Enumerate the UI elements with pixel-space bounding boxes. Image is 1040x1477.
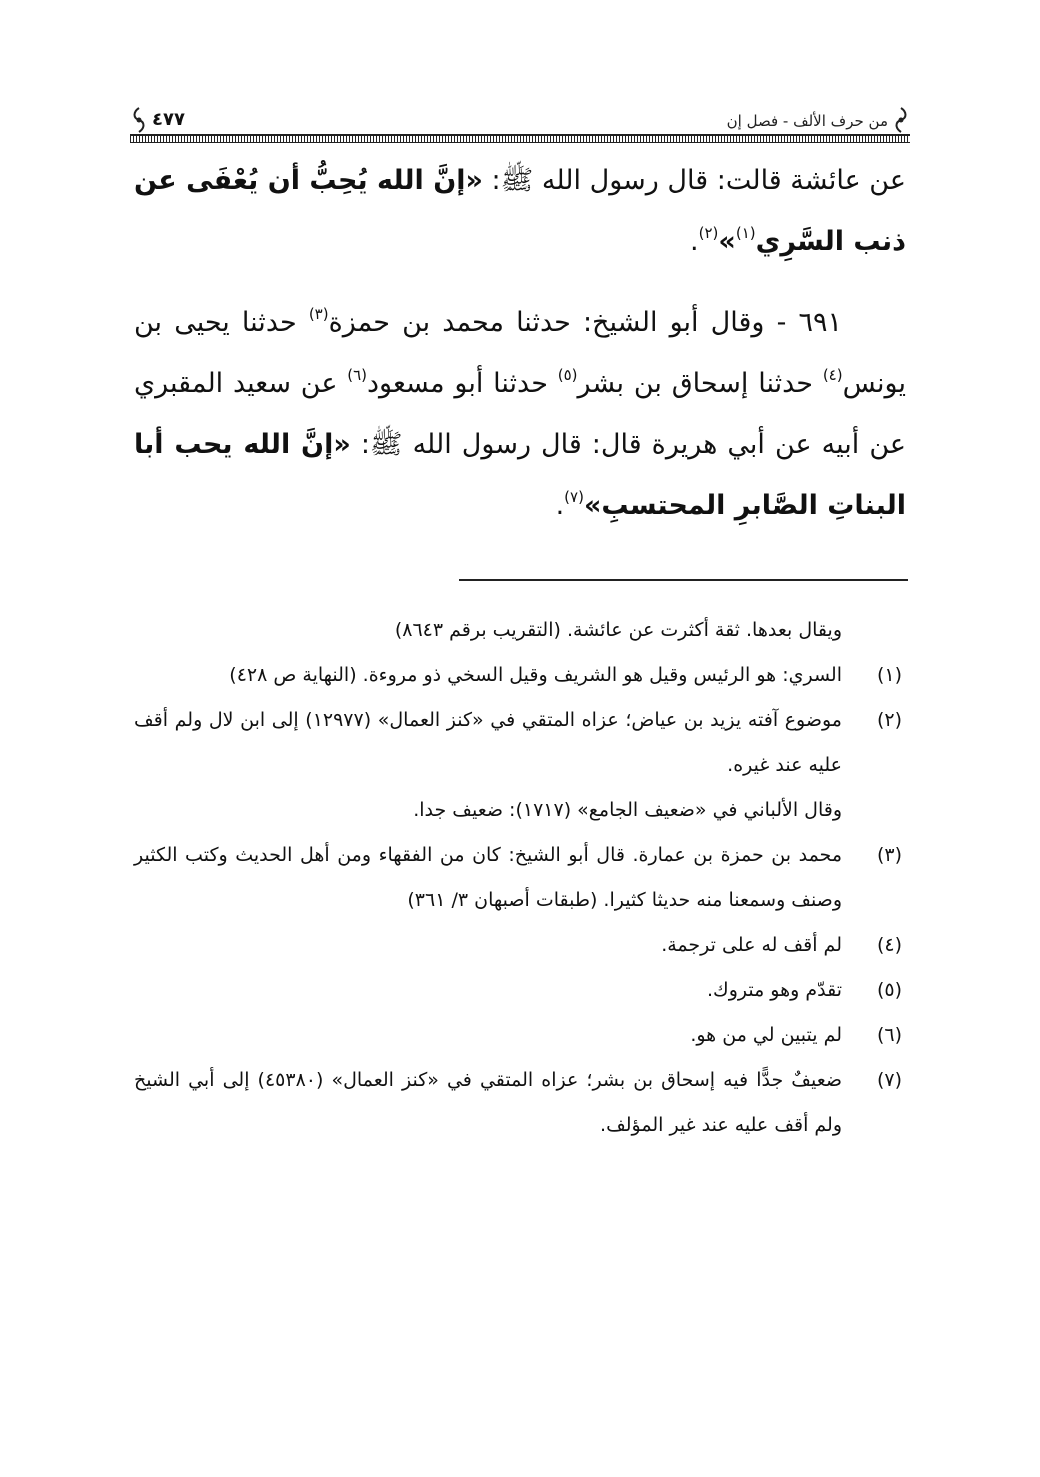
footnote-number: (٢) — [876, 709, 902, 731]
footnote-text: محمد بن حمزة بن عمارة. قال أبو الشيخ: كان من الفقهاء ومن أهل الحديث وكتب الكثير وصنف وسمعنا منه حديثا كثيرا. (طبقات أصبهان ٣/ ٣٦١) — [134, 844, 842, 911]
paragraph: عن عائشة قالت: قال رسول الله ﷺ: «إنَّ الله يُحِبُّ أن يُعْفَى عن ذنب السَّرِي$^{(١)}$»$^{(٢)}$. — [134, 165, 906, 257]
footnote-separator — [459, 579, 908, 581]
running-header — [130, 104, 910, 138]
footnote-text: موضوع آفته يزيد بن عياض؛ عزاه المتقي في «كنز العمال» (١٢٩٧٧) إلى ابن لال ولم أقف عليه عند غيره. — [134, 709, 842, 776]
footnote-1 — [134, 653, 906, 698]
footnote-number: (٣) — [876, 844, 902, 866]
footnote-4 — [134, 923, 906, 968]
header-title: من حرف الألف - فصل إن — [726, 112, 888, 130]
footnote-ref: (٢) — [698, 224, 719, 242]
header-rule — [130, 134, 910, 143]
footnote-number: (٧) — [876, 1069, 902, 1091]
footnote-2 — [134, 698, 906, 788]
footnote-number: (١) — [876, 664, 902, 686]
ornament-icon — [130, 106, 148, 134]
footnote-text: لم يتبين لي من هو. — [690, 1024, 842, 1046]
footnote-2-extra: وقال الألباني في «ضعيف الجامع» (١٧١٧): ضعيف جدا. — [413, 799, 842, 821]
footnote-6 — [134, 1013, 906, 1058]
footnote-7 — [134, 1058, 906, 1148]
footnote-text: لم أقف له على ترجمة. — [661, 934, 842, 956]
footnote-ref: (٦) — [347, 366, 368, 384]
footnote-ref: (٧) — [564, 488, 584, 506]
main-text — [134, 150, 906, 536]
hadith-quote: «إنَّ الله يحب أبا البناتِ الصَّابرِ المحتسبِ» — [134, 429, 906, 521]
footnote-number: (٤) — [876, 934, 902, 956]
footnote-number: (٥) — [876, 979, 902, 1001]
footnote-ref: (٤) — [822, 366, 843, 384]
hadith-quote: «إنَّ الله يُحِبُّ أن يُعْفَى عن ذنب السَّرِي — [134, 165, 906, 257]
footnote-text: تقدّم وهو متروك. — [707, 979, 842, 1001]
footnotes — [134, 608, 906, 1148]
footnote-text: ضعيفٌ جدًّا فيه إسحاق بن بشر؛ عزاه المتقي في «كنز العمال» (٤٥٣٨٠) إلى أبي الشيخ ولم أقف عليه عند غير المؤلف. — [134, 1069, 842, 1136]
footnote-ref: (١) — [735, 224, 756, 242]
paragraph: ٦٩١ - وقال أبو الشيخ: حدثنا محمد بن حمزة$^{(٣)}$ حدثنا يحيى بن يونس$^{(٤)}$ حدثنا إسحاق بن بشر$^{(٥)}$ حدثنا أبو مسعود$^{(٦)}$ عن سعيد المقبري عن أبيه عن أبي هريرة قال: قال رسول الله ﷺ: «إنَّ الله يحب أبا البناتِ الصَّابرِ المحتسبِ»$^{(٧)}$. — [134, 305, 906, 521]
ornament-icon — [892, 106, 910, 134]
footnote-3 — [134, 833, 906, 923]
footnote-ref: (٥) — [557, 366, 578, 384]
footnote-ref: (٣) — [308, 305, 329, 323]
footnote-number: (٦) — [876, 1024, 902, 1046]
footnote-5 — [134, 968, 906, 1013]
footnote-continuation: ويقال بعدها. ثقة أكثرت عن عائشة. (التقريب برقم ٨٦٤٣) — [394, 619, 842, 641]
page-number: ٤٧٧ — [152, 109, 185, 130]
footnote-text: السري: هو الرئيس وقيل هو الشريف وقيل السخي ذو مروءة. (النهاية ص ٤٢٨) — [229, 664, 842, 686]
